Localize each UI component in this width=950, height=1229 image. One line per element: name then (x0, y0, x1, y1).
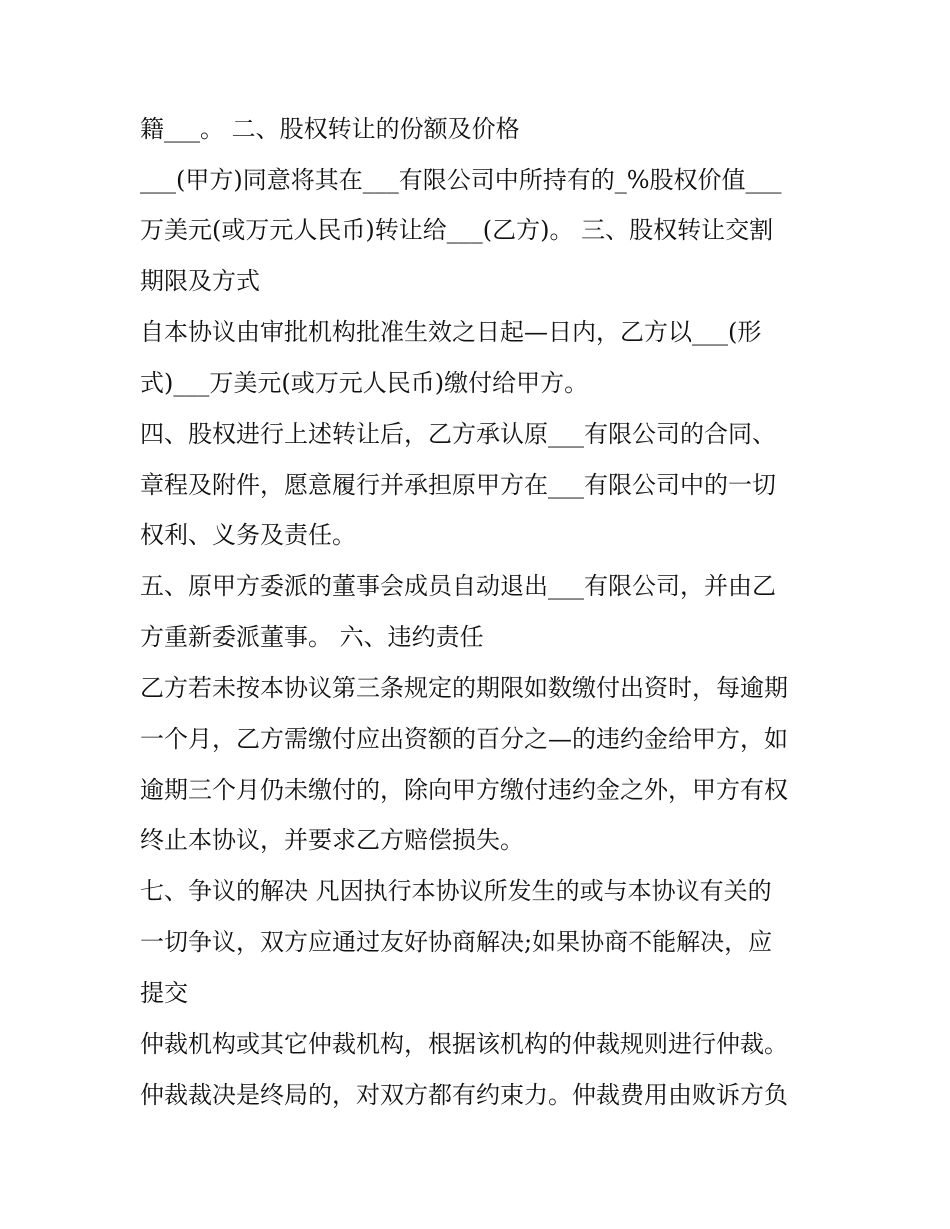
text-line-7: 四、股权进行上述转让后，乙方承认原___有限公司的合同、 (140, 420, 776, 448)
text-line-14: 逾期三个月仍未缴付的，除向甲方缴付违约金之外，甲方有权 (140, 776, 788, 804)
text-line-18: 提交 (140, 979, 188, 1007)
text-line-11: 方重新委派董事。 六、违约责任 (140, 623, 484, 651)
text-line-8: 章程及附件，愿意履行并承担原甲方在___有限公司中的一切 (140, 471, 776, 499)
text-line-2: ___(甲方)同意将其在___有限公司中所持有的_%股权价值___ (140, 166, 782, 194)
text-line-3: 万美元(或万元人民币)转让给___(乙方)。 三、股权转让交割 (140, 216, 774, 244)
text-line-19: 仲裁机构或其它仲裁机构，根据该机构的仲裁规则进行仲裁。 (140, 1030, 788, 1058)
text-line-6: 式)___万美元(或万元人民币)缴付给甲方。 (140, 369, 589, 397)
text-line-4: 期限及方式 (140, 267, 260, 295)
text-line-12: 乙方若未按本协议第三条规定的期限如数缴付出资时，每逾期 (140, 674, 788, 702)
text-line-16: 七、争议的解决 凡因执行本协议所发生的或与本协议有关的 (140, 877, 772, 905)
text-line-10: 五、原甲方委派的董事会成员自动退出___有限公司，并由乙 (140, 572, 776, 600)
text-line-1: 籍___。 二、股权转让的份额及价格 (140, 115, 520, 143)
text-line-5: 自本协议由审批机构批准生效之日起—日内，乙方以___(形 (140, 318, 762, 346)
text-line-9: 权利、义务及责任。 (140, 521, 356, 549)
text-line-13: 一个月，乙方需缴付应出资额的百分之—的违约金给甲方，如 (140, 725, 788, 753)
text-line-20: 仲裁裁决是终局的，对双方都有约束力。仲裁费用由败诉方负 (140, 1081, 788, 1109)
text-line-15: 终止本协议，并要求乙方赔偿损失。 (140, 826, 524, 854)
text-line-17: 一切争议，双方应通过友好协商解决;如果协商不能解决，应 (140, 928, 773, 956)
